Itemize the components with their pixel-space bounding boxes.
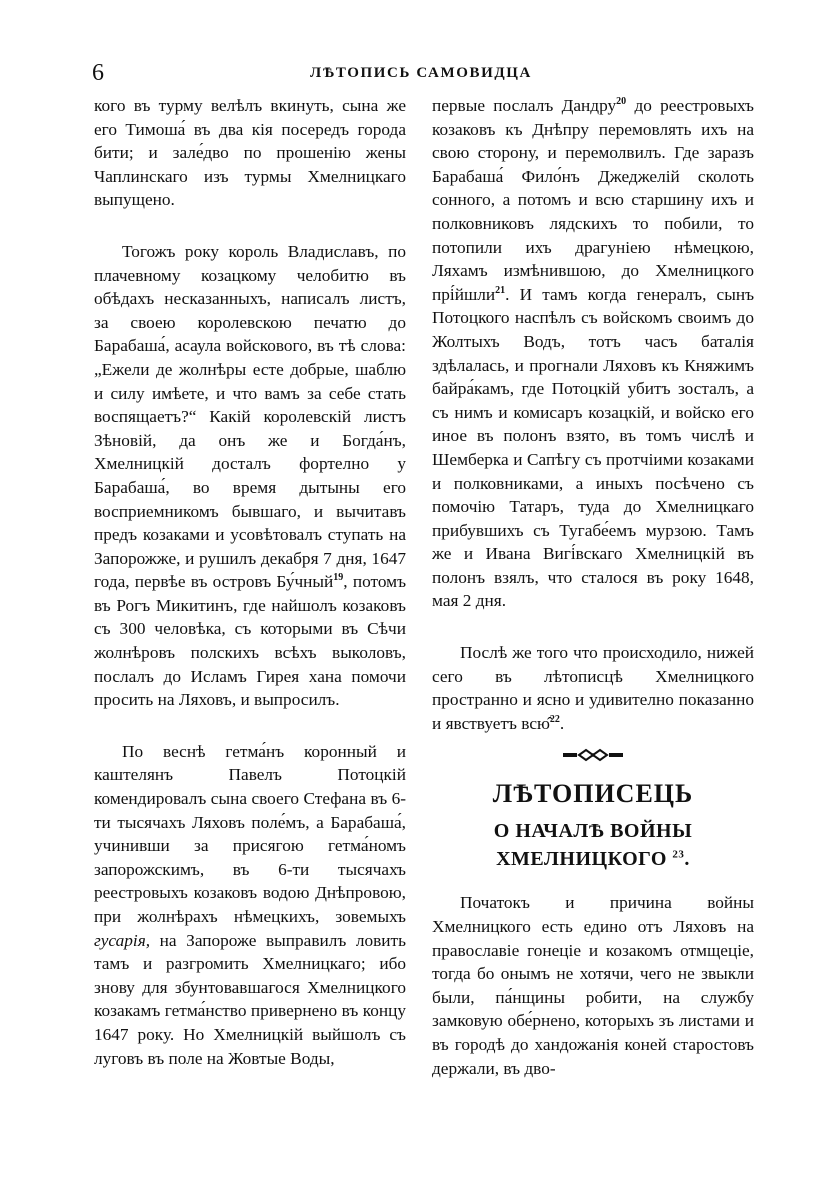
paragraph-gap: [94, 712, 406, 740]
running-title: ЛѢТОПИСЬ САМОВИДЦА: [310, 65, 532, 81]
paragraph-text: до реестровыхъ козаковъ къ Днѣпру перемовлять ихъ на свою сторону, и перемолвилъ. Где заразъ Барабаша́ Фило́нъ Джеджелій сколоть сонного, а потомъ и всю старшину ихъ и полковниковъ лядскихъ то побили, то потопили ихъ драгуніею нѣмецкою, Ляхамъ измѣнившою, до Хмелницкого прі́йшли: [432, 96, 754, 304]
left-column: [94, 94, 406, 1154]
footnote-ref[interactable]: 21: [495, 284, 506, 296]
paragraph-text: кого въ турму велѣлъ вкинуть, сына же его Тимоша́ въ два кія посередъ города бити; и зале́дво по прошенію жены Чаплинскаго изъ турмы Хмелницкаго выпущено.: [94, 96, 406, 210]
paragraph-text: на Запороже выправилъ ловить тамъ и разгромить Хмелницкаго; ибо знову для збунтовавшагося Хмелницкого козакамъ гетма́нство привернено въ концу 1647 року. Но Хмелницкій выйшолъ съ луговъ въ поле на Жовтые Воды,: [94, 930, 406, 1068]
section-subtitle-tail: .: [684, 848, 690, 871]
paragraph-text: . И тамъ когда генералъ, сынъ Потоцкого наспѣлъ съ войскомъ своимъ до Жолтыхъ Водъ, тотъ часъ баталія здѣлалась, и прогнали Ляховъ къ Княжимъ байра́камъ, где Потоцкій убитъ зосталъ, а съ нимъ и комисаръ козацкій, и войско его иное въ полонъ взято, въ томъ числѣ и Шемберка и Сапѣгу съ протчіими козаками и полковниками, а иныхъ посѣчено съ помочію Татаръ, туда до Хмелницкаго прибувшихъ съ Тугабе́емъ мурзою. Тамъ же и Ивана Вигі́вскаго Хмелницкій въ полонъ взялъ, что сталося въ року 1648, мая 2 дня.: [432, 284, 754, 611]
paragraph: [432, 641, 754, 735]
running-head: [92, 58, 750, 88]
paragraph-text: Початокъ и причина войны Хмелницкого есть едино отъ Ляховъ на православіе гонеціе и козакомъ отмщеціе, тогда бо онымъ не хотячи, чего не звыкли были, па́нщины робити, на службу замковую обе́рнено, которыхъ зъ листами и въ городѣ до хандожанія коней старостовъ держали, въ дво-: [432, 893, 754, 1078]
ornament-divider: [432, 745, 754, 763]
page-number: 6: [92, 60, 104, 86]
paragraph: [432, 891, 754, 1080]
paragraph: [94, 240, 406, 712]
footnote-ref[interactable]: 22: [549, 714, 560, 726]
paragraph-gap: [432, 613, 754, 641]
paragraph-text: Послѣ же того что происходило, нижей сего въ лѣтописцѣ Хмелницкого пространно и ясно и удивително показанно и явствуетъ всю̂: [432, 643, 754, 733]
italic-term: гусарія,: [94, 930, 151, 950]
paragraph-text: первые послалъ Дандру: [432, 96, 617, 115]
section-title: ЛѢТОПИСЕЦЬ: [492, 779, 694, 809]
paragraph: [94, 94, 406, 212]
paragraph-text: По веснѣ гетма́нъ коронный и каштелянъ Павелъ Потоцкій комендировалъ сына своего Стефана въ 6-ти тысячахъ Ляховъ поле́мъ, а Барабаша́, учинивши за присягою гетма́номъ запорожскимъ, въ 6-ти тысячахъ реестровыхъ козаковъ водою Днѣпровою, при жолнѣрахъ нѣмецкихъ, зовемыхъ: [94, 741, 406, 926]
right-column: [432, 94, 754, 1154]
section-subtitle-text: О НАЧАЛѢ ВОЙНЫ ХМЕЛНИЦКОГО: [493, 820, 693, 871]
paragraph: [432, 94, 754, 613]
section-subtitle: [432, 817, 754, 873]
paragraph-text: .: [559, 713, 565, 733]
paragraph-gap: [94, 212, 406, 240]
footnote-ref[interactable]: 20: [616, 96, 627, 108]
paragraph-text: , потомъ въ Рогъ Микитинъ, где найшолъ козаковъ съ 300 человѣка, съ которыми въ Сѣчи жолнѣровъ полскихъ всѣхъ выколовъ, послалъ до Исламъ Гирея хана помочи просить на Ляховъ, и выпросилъ.: [94, 572, 407, 710]
footnote-ref[interactable]: 23: [672, 848, 685, 861]
footnote-ref[interactable]: 19: [333, 572, 344, 584]
ornament-icon: [562, 748, 624, 762]
paragraph: [94, 740, 406, 1070]
paragraph-text: Тогожъ року король Владиславъ, по плачевному козацкому челобитю въ обѣдахъ несказанныхъ, написалъ листъ, за своею королевскою печатю до Барабаша́, асаула войскового, въ тѣ слова: „Ежели де жолнѣры есте добрые, шаблю и силу имѣете, и что вамъ за себе стать воспящаетъ?“ Какій королевскій листъ Зѣновій, да онъ же и Богда́нъ, Хмелницкій досталъ фортелно у Барабаша́, во время дытыны его восприемникомъ бывшаго, и вычитавъ предъ козаками и усовѣтовалъ ступать на Запорожже, и рушилъ декабря 7 дня, 1647 года, первѣе въ островъ Бу́чный: [94, 241, 406, 592]
